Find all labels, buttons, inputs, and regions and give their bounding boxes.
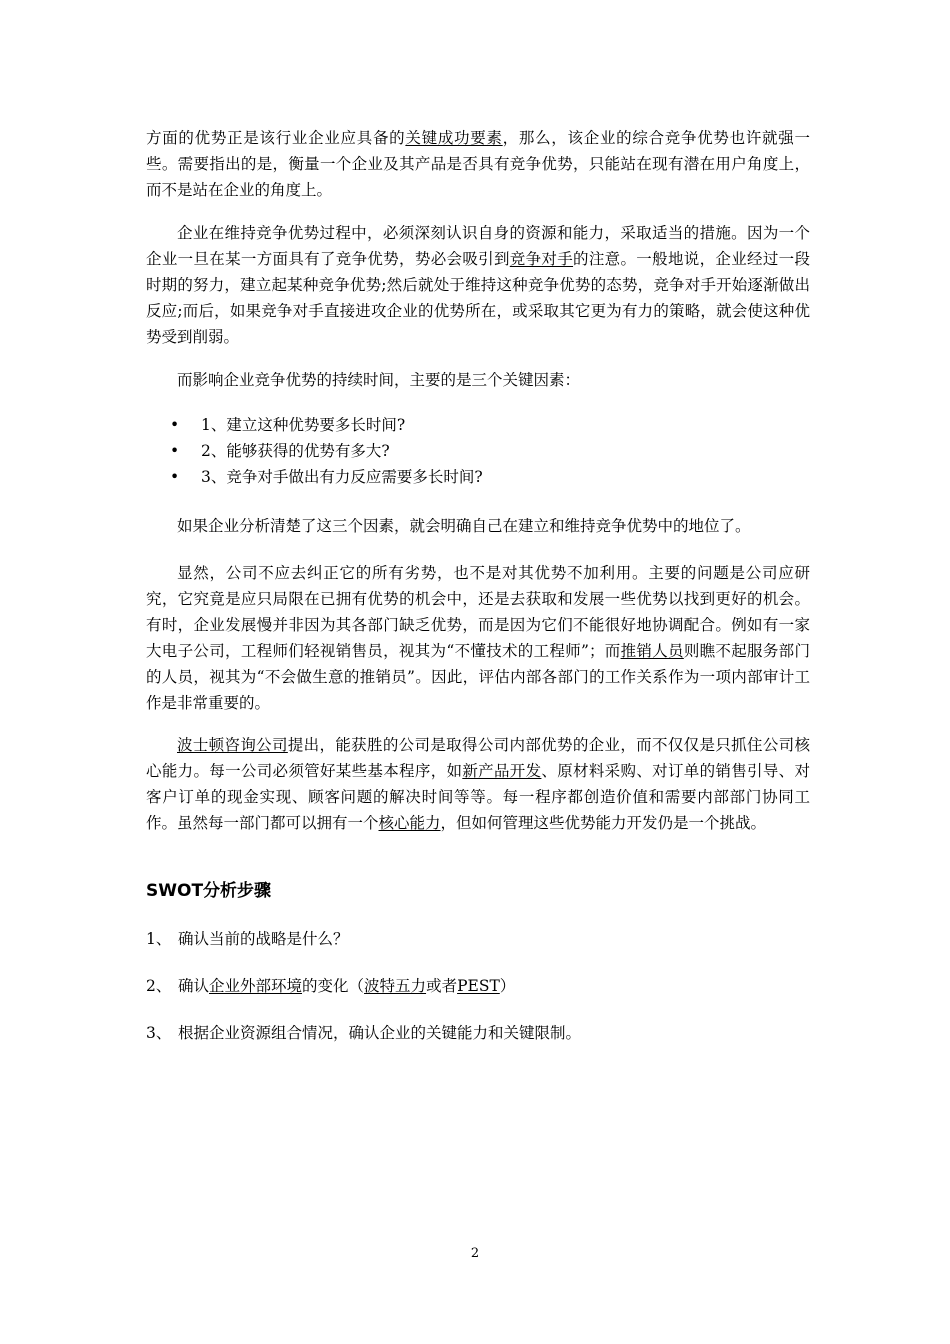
paragraph-key-success bbox=[146, 125, 810, 203]
step-text: 根据企业资源组合情况，确认企业的关键能力和关键限制。 bbox=[178, 1024, 582, 1042]
link-new-product-development[interactable]: 新产品开发 bbox=[462, 762, 542, 780]
link-competitor[interactable]: 竞争对手 bbox=[509, 250, 574, 268]
step-3 bbox=[146, 1020, 581, 1046]
text: 显然，公司不应去纠正它的所有劣势，也不是对其优势不加利用。主要的问题是公司应研究，它究竟是应只局限在已拥有优势的机会中，还是去获取和发展一些优势以找到更好的机会。有时，企业发展慢并非因为其各部门缺乏优势，而是因为它们不能很好地协调配合。例如有一家大电子公司，工程师们轻视销售员，视其为“不懂技术的工程师”；而 bbox=[146, 564, 810, 660]
bullet-icon: • bbox=[170, 442, 180, 460]
step-text: 的变化（ bbox=[302, 977, 365, 995]
text: 企业在维持竞争优势过程中，必须深刻认识自身的资源和能力，采取适当的措施。因为一个企业一旦在某一方面具有了竞争优势，势必会吸引到 bbox=[146, 224, 810, 268]
list-item-text: 3、竞争对手做出有力反应需要多长时间? bbox=[201, 468, 483, 486]
bullet-icon: • bbox=[170, 416, 180, 434]
bullet-icon: • bbox=[170, 468, 180, 486]
list-item-text: 2、能够获得的优势有多大? bbox=[201, 442, 390, 460]
step-number: 3、 bbox=[146, 1024, 172, 1042]
step-1 bbox=[146, 926, 349, 952]
paragraph-bcg bbox=[146, 732, 810, 836]
link-porter-five-forces[interactable]: 波特五力 bbox=[364, 977, 427, 995]
text: 的注意。一般地说，企业经过一段时期的努力，建立起某种竞争优势;然后就处于维持这种竞争优势的态势，竞争对手开始逐渐做出反应;而后，如果竞争对手直接进攻企业的优势所在，或采取其它更为有力的策略，就会使这种优势受到削弱。 bbox=[146, 250, 810, 346]
page-number: 2 bbox=[470, 1246, 480, 1261]
step-text: ） bbox=[499, 977, 516, 995]
step-text: 或者 bbox=[426, 977, 458, 995]
paragraph-three-factors: 而影响企业竞争优势的持续时间，主要的是三个关键因素： bbox=[177, 371, 581, 389]
link-key-success-factors[interactable]: 关键成功要素 bbox=[405, 129, 503, 147]
link-pest[interactable]: PEST bbox=[457, 977, 500, 995]
paragraph-conclusion: 如果企业分析清楚了这三个因素，就会明确自己在建立和维持竞争优势中的地位了。 bbox=[177, 517, 751, 535]
list-item bbox=[146, 438, 810, 464]
section-heading: SWOT分析步骤 bbox=[146, 881, 272, 901]
link-external-environment[interactable]: 企业外部环境 bbox=[209, 977, 303, 995]
list-item-text: 1、建立这种优势要多长时间? bbox=[201, 416, 406, 434]
list-item bbox=[146, 412, 810, 438]
text: 则瞧不起服务部门的人员，视其为“不会做生意的推销员”。因此，评估内部各部门的工作关系作为一项内部审计工作是非常重要的。 bbox=[146, 642, 810, 712]
step-number: 2、 bbox=[146, 977, 172, 995]
step-text: 确认 bbox=[178, 977, 210, 995]
paragraph-weaknesses bbox=[146, 560, 810, 716]
step-text: 确认当前的战略是什么？ bbox=[178, 930, 349, 948]
text: ，那么，该企业的综合竞争优势也许就强一些。需要指出的是，衡量一个企业及其产品是否具有竞争优势，只能站在现有潜在用户角度上，而不是站在企业的角度上。 bbox=[146, 129, 810, 199]
paragraph-maintain-advantage bbox=[146, 220, 810, 350]
text: 提出，能获胜的公司是取得公司内部优势的企业，而不仅仅是只抓住公司核心能力。每一公司必须管好某些基本程序，如 bbox=[146, 736, 810, 780]
list-item bbox=[146, 464, 810, 490]
step-2 bbox=[146, 973, 515, 999]
step-number: 1、 bbox=[146, 930, 172, 948]
text: ，但如何管理这些优势能力开发仍是一个挑战。 bbox=[440, 814, 767, 832]
link-core-competence[interactable]: 核心能力 bbox=[378, 814, 441, 832]
text: 方面的优势正是该行业企业应具备的 bbox=[146, 129, 406, 147]
factor-list bbox=[146, 412, 810, 490]
link-bcg[interactable]: 波士顿咨询公司 bbox=[177, 736, 288, 754]
text: 、原材料采购、对订单的销售引导、对客户订单的现金实现、顾客问题的解决时间等等。每一程序都创造价值和需要内部部门协同工作。虽然每一部门都可以拥有一个 bbox=[146, 762, 810, 832]
link-salespeople[interactable]: 推销人员 bbox=[620, 642, 684, 660]
